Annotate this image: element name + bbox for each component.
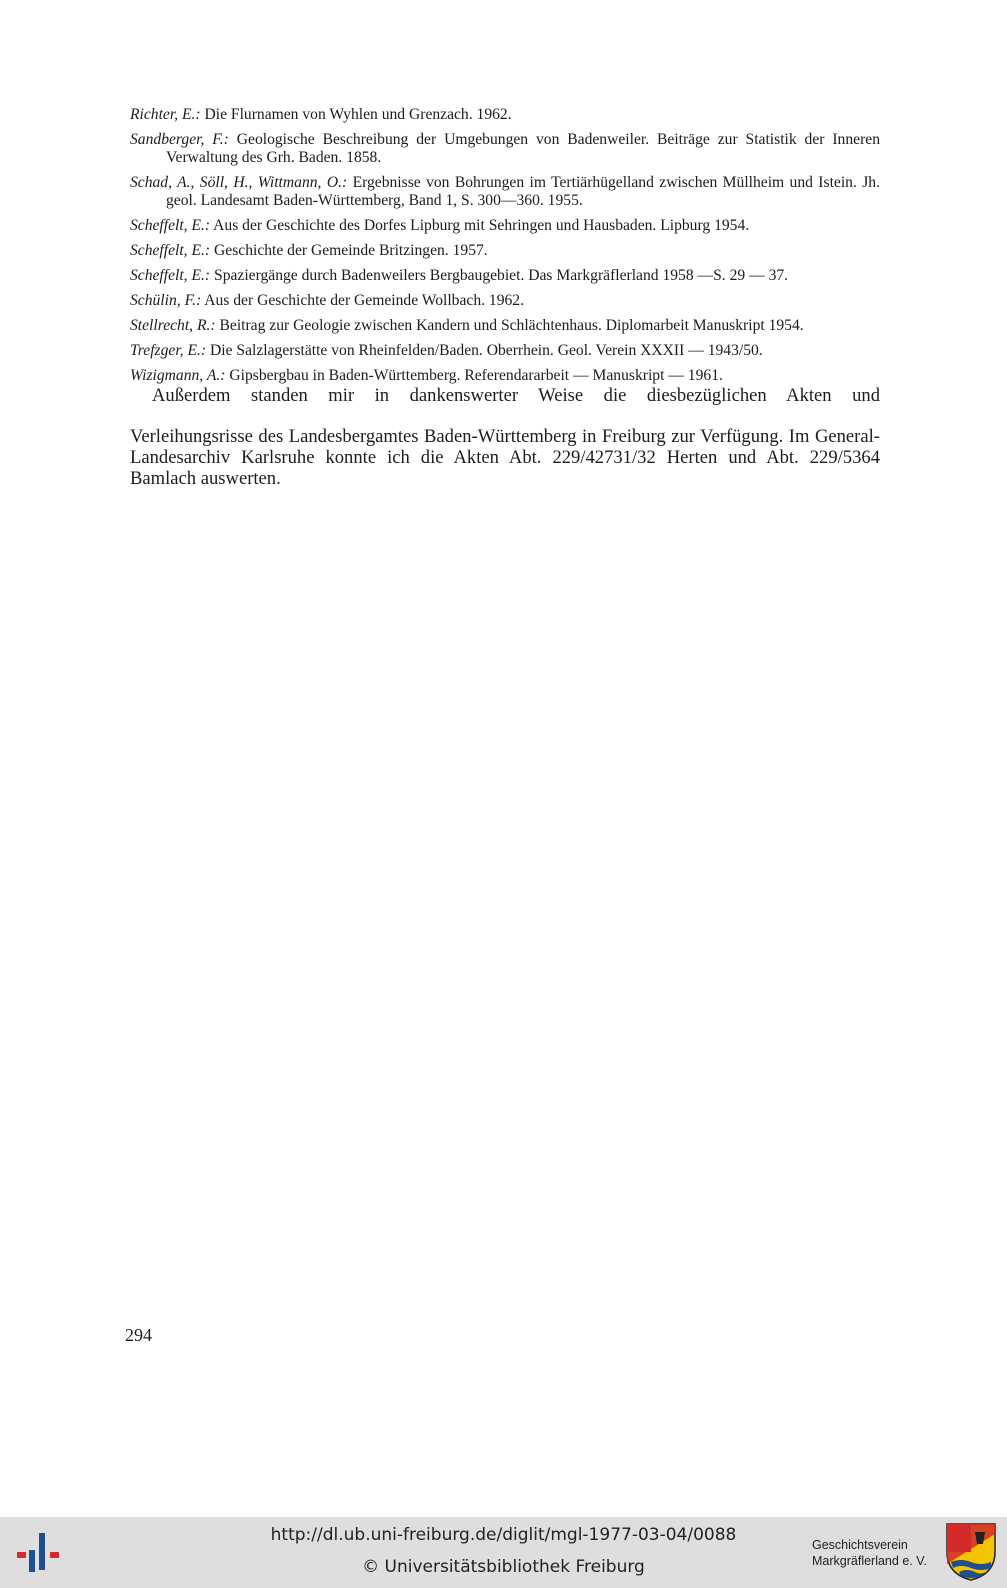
reference-entry [130,242,880,260]
reference-author: Scheffelt, E.: [130,242,211,259]
reference-entry [130,217,880,235]
reference-text: Spaziergänge durch Badenweilers Bergbaugebiet. Das Markgräflerland 1958 —S. 29 — 37. [214,267,789,284]
reference-text: Ergebnisse von Bohrungen im Tertiärhügelland zwischen Müllheim und Istein. Jh. geol. Landesamt Baden-Württemberg, Band 1, S. 300—360. 1955. [166,174,880,209]
reference-author: Richter, E.: [130,106,201,123]
org-name-line2: Markgräflerland e. V. [812,1554,927,1568]
reference-author: Scheffelt, E.: [130,267,211,284]
reference-text: Gipsbergbau in Baden-Württemberg. Referendararbeit — Manuskript — 1961. [229,367,723,384]
reference-entry [130,292,880,310]
reference-entry [130,174,880,210]
reference-text: Die Salzlagerstätte von Rheinfelden/Baden. Oberrhein. Geol. Verein XXXII — 1943/50. [210,342,763,359]
body-paragraph: Verleihungsrisse des Landesbergamtes Baden-Württemberg in Freiburg zur Verfügung. Im General-Landesarchiv Karlsruhe konnte ich die Akten Abt. 229/42731/32 Herten und Abt. 229/5364 Bamlach auswerten. [130,426,880,489]
footer-organization [812,1537,927,1569]
reference-author: Scheffelt, E.: [130,217,211,234]
reference-entry [130,106,880,124]
reference-text: Geologische Beschreibung der Umgebungen von Badenweiler. Beiträge zur Statistik der Inneren Verwaltung des Grh. Baden. 1858. [166,131,880,166]
reference-entry [130,367,880,385]
reference-entry [130,131,880,167]
reference-text: Geschichte der Gemeinde Britzingen. 1957. [214,242,488,259]
reference-author: Stellrecht, R.: [130,317,216,334]
coat-of-arms-icon [945,1522,997,1582]
reference-text: Aus der Geschichte der Gemeinde Wollbach. 1962. [204,292,524,309]
org-name-line1: Geschichtsverein [812,1538,908,1552]
page-content [130,106,880,489]
reference-entry [130,342,880,360]
footer-bar [0,1517,1007,1588]
footer-copyright: © Universitätsbibliothek Freiburg [362,1557,645,1577]
reference-text: Beitrag zur Geologie zwischen Kandern und Schlächtenhaus. Diplomarbeit Manuskript 1954. [219,317,804,334]
reference-author: Trefzger, E.: [130,342,207,359]
reference-text: Aus der Geschichte des Dorfes Lipburg mit Sehringen und Hausbaden. Lipburg 1954. [213,217,750,234]
reference-author: Wizigmann, A.: [130,367,226,384]
footer-url[interactable]: http://dl.ub.uni-freiburg.de/diglit/mgl-1977-03-04/0088 [270,1525,737,1545]
reference-author: Schad, A., Söll, H., Wittmann, O.: [130,174,348,191]
reference-text: Die Flurnamen von Wyhlen und Grenzach. 1962. [204,106,512,123]
reference-entry [130,317,880,335]
page-number: 294 [125,1325,152,1345]
reference-author: Sandberger, F.: [130,131,229,148]
reference-author: Schülin, F.: [130,292,202,309]
body-paragraph: Außerdem standen mir in dankenswerter Weise die diesbezüglichen Akten und [152,385,880,406]
reference-entry [130,267,880,285]
